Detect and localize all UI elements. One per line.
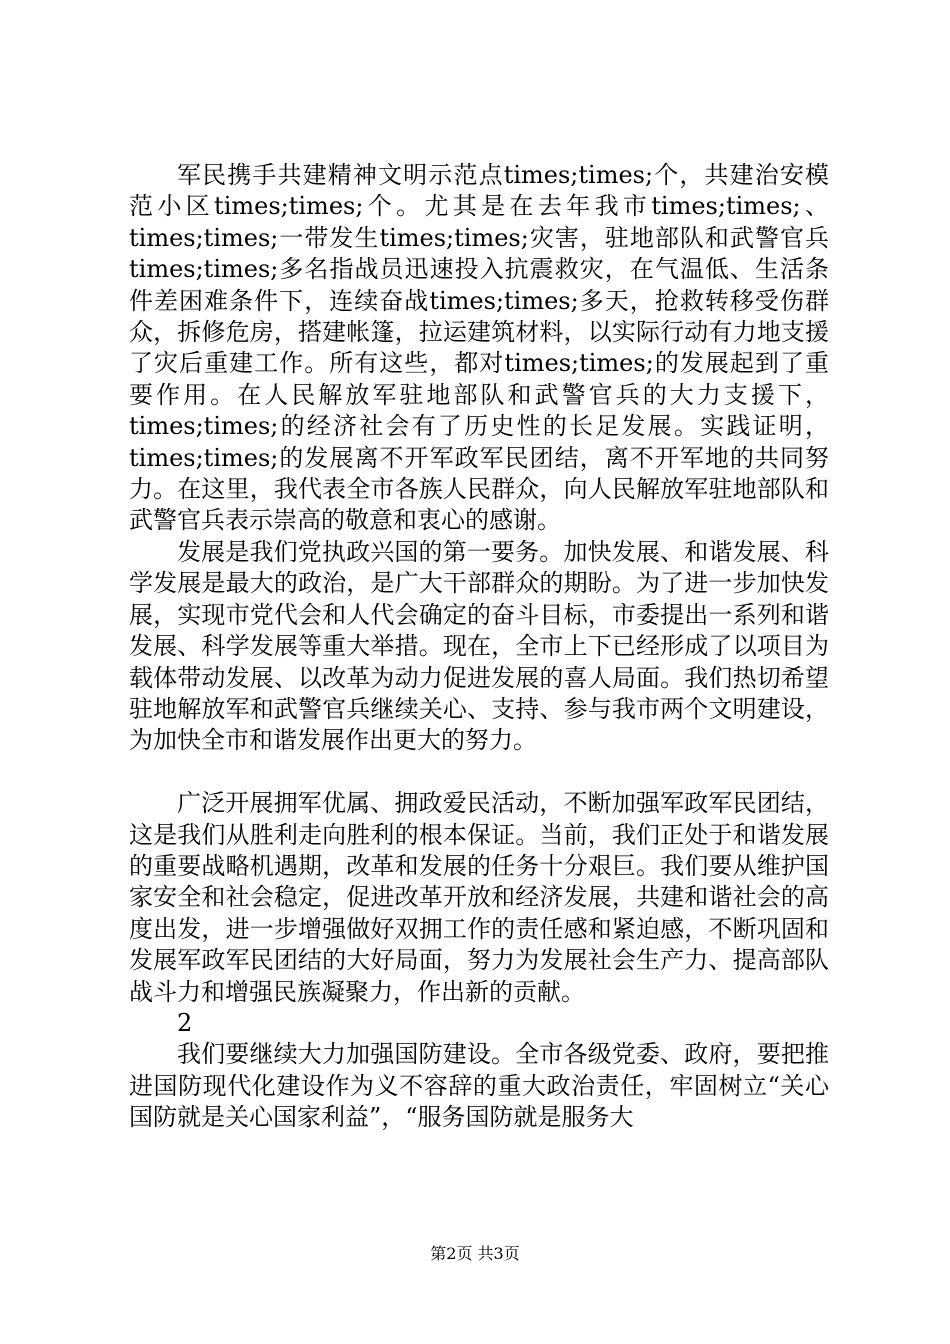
document-body <box>129 160 829 1134</box>
paragraph-1: 军民携手共建精神文明示范点times;times;个，共建治安模范小区times;times;个。尤其是在去年我市times;times;、times;times;一带发生times;times;灾害，驻地部队和武警官兵times;times;多名指战员迅速投入抗震救灾，在气温低、生活条件差困难条件下，连续奋战times;times;多天，抢救转移受伤群众，拆修危房，搭建帐篷，拉运建筑材料，以实际行动有力地支援了灾后重建工作。所有这些，都对times;times;的发展起到了重要作用。在人民解放军驻地部队和武警官兵的大力支援下，times;times;的经济社会有了历史性的长足发展。实践证明，times;times;的发展离不开军政军民团结，离不开军地的共同努力。在这里，我代表全市各族人民群众，向人民解放军驻地部队和武警官兵表示崇高的敬意和衷心的感谢。 <box>129 161 829 535</box>
paragraph-3: 广泛开展拥军优属、拥政爱民活动，不断加强军政军民团结，这是我们从胜利走向胜利的根本保证。当前，我们正处于和谐发展的重要战略机遇期，改革和发展的任务十分艰巨。我们要从维护国家安全和社会稳定，促进改革开放和经济发展，共建和谐社会的高度出发，进一步增强做好双拥工作的责任感和紧迫感，不断巩固和发展军政军民团结的大好局面，努力为发展社会生产力、提高部队战斗力和增强民族凝聚力，作出新的贡献。 <box>129 789 829 1006</box>
page-footer: 第2页 共3页 <box>430 1244 520 1263</box>
section-number: 2 <box>177 1008 193 1037</box>
paragraph-spacer <box>129 757 829 788</box>
paragraph-2: 发展是我们党执政兴国的第一要务。加快发展、和谐发展、科学发展是最大的政治，是广大干部群众的期盼。为了进一步加快发展，实现市党代会和人代会确定的奋斗目标，市委提出一系列和谐发展、科学发展等重大举措。现在，全市上下已经形成了以项目为载体带动发展、以改革为动力促进发展的喜人局面。我们热切希望驻地解放军和武警官兵继续关心、支持、参与我市两个文明建设，为加快全市和谐发展作出更大的努力。 <box>129 537 829 755</box>
paragraph-4: 我们要继续大力加强国防建设。全市各级党委、政府，要把推进国防现代化建设作为义不容辞的重大政治责任，牢固树立“关心国防就是关心国家利益”，“服务国防就是服务大 <box>129 1040 829 1132</box>
